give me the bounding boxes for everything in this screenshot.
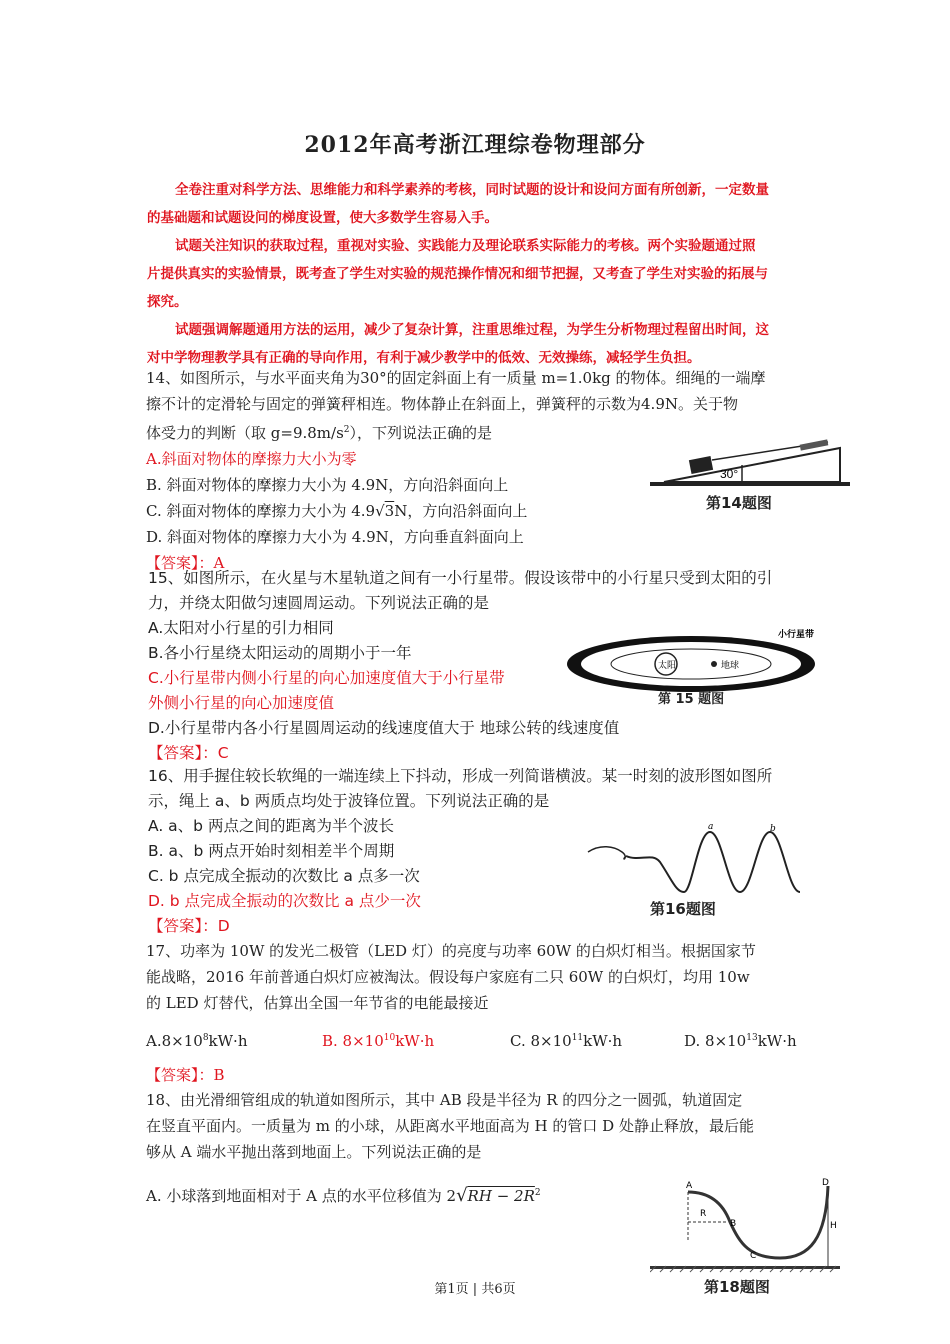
q15-stem-line: 15、如图所示，在火星与木星轨道之间有一小行星带。假设该带中的小行星只受到太阳的引	[148, 569, 773, 587]
q18-stem-line: 18、由光滑细管组成的轨道如图所示，其中 AB 段是半径为 R 的四分之一圆弧，轨道固定	[146, 1091, 743, 1109]
page-title: 2012年高考浙江理综卷物理部分	[304, 132, 646, 158]
q16-option-d: D. b 点完成全振动的次数比 a 点少一次	[148, 892, 421, 910]
q14-answer: 【答案】：A	[146, 554, 225, 572]
q17-stem-line: 17、功率为 10W 的发光二极管（LED 灯）的亮度与功率 60W 的白炽灯相当。根据国家节	[146, 942, 756, 960]
q17-stem-line: 的 LED 灯替代，估算出全国一年节省的电能最接近	[146, 994, 489, 1012]
angle-label: 30°	[720, 467, 739, 481]
figure-14-caption: 第14题图	[706, 494, 772, 512]
q17-d-unit: kW·h	[757, 1032, 797, 1050]
q15-option-d: D.小行星带内各小行星圆周运动的线速度值大于 地球公转的线速度值	[148, 719, 620, 737]
wave-curve	[626, 832, 800, 892]
q17-option-c	[510, 1025, 622, 1054]
intro-line: 片提供真实的实验情景，既考查了学生对实验的规范操作情况和细节把握，又考查了学生对实验的拓展与	[147, 266, 768, 282]
intro-line: 试题关注知识的获取过程，重视对实验、实践能力及理论联系实际能力的考核。两个实验题通过照	[175, 238, 756, 254]
q18-option-a	[146, 1180, 541, 1209]
question-17	[146, 938, 756, 1016]
q14-stem-part: ），下列说法正确的是	[349, 424, 493, 442]
q18-stem-line: 在竖直平面内。一质量为 m 的小球，从距离水平地面高为 H 的管口 D 处静止释放，最后能	[146, 1117, 754, 1135]
q14-stem-line: 擦不计的定滑轮与固定的弹簧秤相连。物体静止在斜面上，弹簧秤的示数为4.9N。关于物	[146, 395, 738, 413]
q17-c-base: C. 8×10	[510, 1032, 572, 1050]
label-d: D	[822, 1178, 829, 1188]
q18-a-text: A. 小球落到地面相对于 A 点的水平位移值为 2	[146, 1187, 457, 1205]
q17-option-b	[322, 1025, 434, 1054]
question-18	[146, 1087, 754, 1165]
figure-15-caption: 第 15 题图	[658, 692, 725, 707]
q17-a-unit: kW·h	[208, 1032, 248, 1050]
q18-a-radicand: RH − 2R	[467, 1187, 535, 1205]
q17-d-exp: 13	[746, 1033, 758, 1043]
label-b: B	[730, 1219, 737, 1229]
q16-answer: 【答案】：D	[148, 917, 230, 935]
track-diagram	[650, 1178, 840, 1278]
block	[689, 456, 713, 474]
q17-c-exp: 11	[571, 1033, 584, 1043]
figure-15	[566, 626, 826, 710]
q18-a-exp: 2	[534, 1188, 541, 1198]
q15-option-c-cont: 外侧小行星的向心加速度值	[148, 694, 335, 712]
page-footer: 第1页 | 共6页	[434, 1282, 516, 1297]
q17-option-d	[684, 1025, 797, 1054]
q15-stem-line: 力，并绕太阳做匀速圆周运动。下列说法正确的是	[148, 594, 490, 612]
q15-option-b: B.各小行星绕太阳运动的周期小于一年	[148, 644, 412, 662]
sun-label: 太阳	[658, 661, 677, 671]
intro-line: 探究。	[147, 294, 188, 310]
intro-line: 的基础题和试题设问的梯度设置，使大多数学生容易入手。	[147, 210, 498, 226]
q17-c-unit: kW·h	[583, 1032, 623, 1050]
intro-line: 对中学物理教学具有正确的导向作用，有利于减少教学中的低效、无效操练，减轻学生负担。	[147, 350, 701, 366]
q14-option-a: A.斜面对物体的摩擦力大小为零	[146, 450, 357, 468]
q14-option-b: B. 斜面对物体的摩擦力大小为 4.9N，方向沿斜面向上	[146, 476, 509, 494]
q17-answer: 【答案】：B	[146, 1066, 225, 1084]
q17-b-base: B. 8×10	[322, 1032, 384, 1050]
q17-b-unit: kW·h	[395, 1032, 435, 1050]
sqrt-symbol: √	[456, 1185, 468, 1206]
q17-a-base: A.8×10	[146, 1032, 203, 1050]
figure-18-caption: 第18题图	[704, 1278, 770, 1296]
q14-option-c-part: C. 斜面对物体的摩擦力大小为 4.9	[146, 502, 376, 520]
q16-option-b: B. a、b 两点开始时刻相差半个周期	[148, 842, 395, 860]
figure-14	[650, 420, 850, 520]
earth	[711, 661, 717, 667]
wave-diagram	[580, 822, 830, 902]
q14-option-d: D. 斜面对物体的摩擦力大小为 4.9N，方向垂直斜面向上	[146, 528, 524, 546]
q17-d-base: D. 8×10	[684, 1032, 747, 1050]
q15-option-a: A.太阳对小行星的引力相同	[148, 619, 334, 637]
q17-b-exp: 10	[383, 1033, 396, 1043]
spring-scale	[800, 439, 829, 450]
q17-stem-line: 能战略，2016 年前普通白炽灯应被淘汰。假设每户家庭有二只 60W 的白炽灯，均用 10w	[146, 968, 750, 986]
q16-stem-line: 16、用手握住较长软绳的一端连续上下抖动，形成一列简谐横波。某一时刻的波形图如图所	[148, 767, 773, 785]
label-h: H	[830, 1221, 837, 1231]
q14-exponent: 2	[343, 425, 350, 435]
q16-option-a: A. a、b 两点之间的距离为半个波长	[148, 817, 394, 835]
point-a-label: a	[708, 822, 714, 832]
q16-stem-line: 示，绳上 a、b 两质点均处于波锋位置。下列说法正确的是	[148, 792, 550, 810]
figure-16	[580, 822, 830, 920]
q14-option-c-part: N，方向沿斜面向上	[394, 502, 528, 520]
q15-option-c: C.小行星带内侧小行星的向心加速度值大于小行星带	[148, 669, 505, 687]
q15-answer: 【答案】：C	[148, 744, 229, 762]
q17-option-a	[146, 1025, 247, 1054]
q17-a-exp: 8	[202, 1033, 209, 1043]
label-r: R	[700, 1209, 707, 1219]
q16-option-c: C. b 点完成全振动的次数比 a 点多一次	[148, 867, 420, 885]
q14-stem-line: 14、如图所示，与水平面夹角为30°的固定斜面上有一质量 m=1.0kg 的物体。细绳的一端摩	[146, 369, 766, 387]
label-c: C	[750, 1251, 757, 1261]
q14-radicand: 3	[384, 502, 395, 520]
belt-label: 小行星带	[778, 630, 815, 640]
q14-stem-part: 体受力的判断（取 g=9.8m/s	[146, 424, 344, 442]
label-a: A	[686, 1181, 693, 1191]
q18-stem-line: 够从 A 端水平抛出落到地面上。下列说法正确的是	[146, 1143, 482, 1161]
point-b-label: b	[770, 824, 776, 834]
sqrt-symbol: √	[375, 502, 385, 520]
hand	[588, 847, 626, 859]
earth-label: 地球	[721, 661, 740, 671]
intro-block	[147, 176, 827, 372]
intro-line: 试题强调解题通用方法的运用，减少了复杂计算，注重思维过程，为学生分析物理过程留出时间，这	[175, 322, 769, 338]
intro-line: 全卷注重对科学方法、思维能力和科学素养的考核，同时试题的设计和设问方面有所创新，一定数量	[175, 182, 769, 198]
figure-16-caption: 第16题图	[650, 900, 716, 918]
